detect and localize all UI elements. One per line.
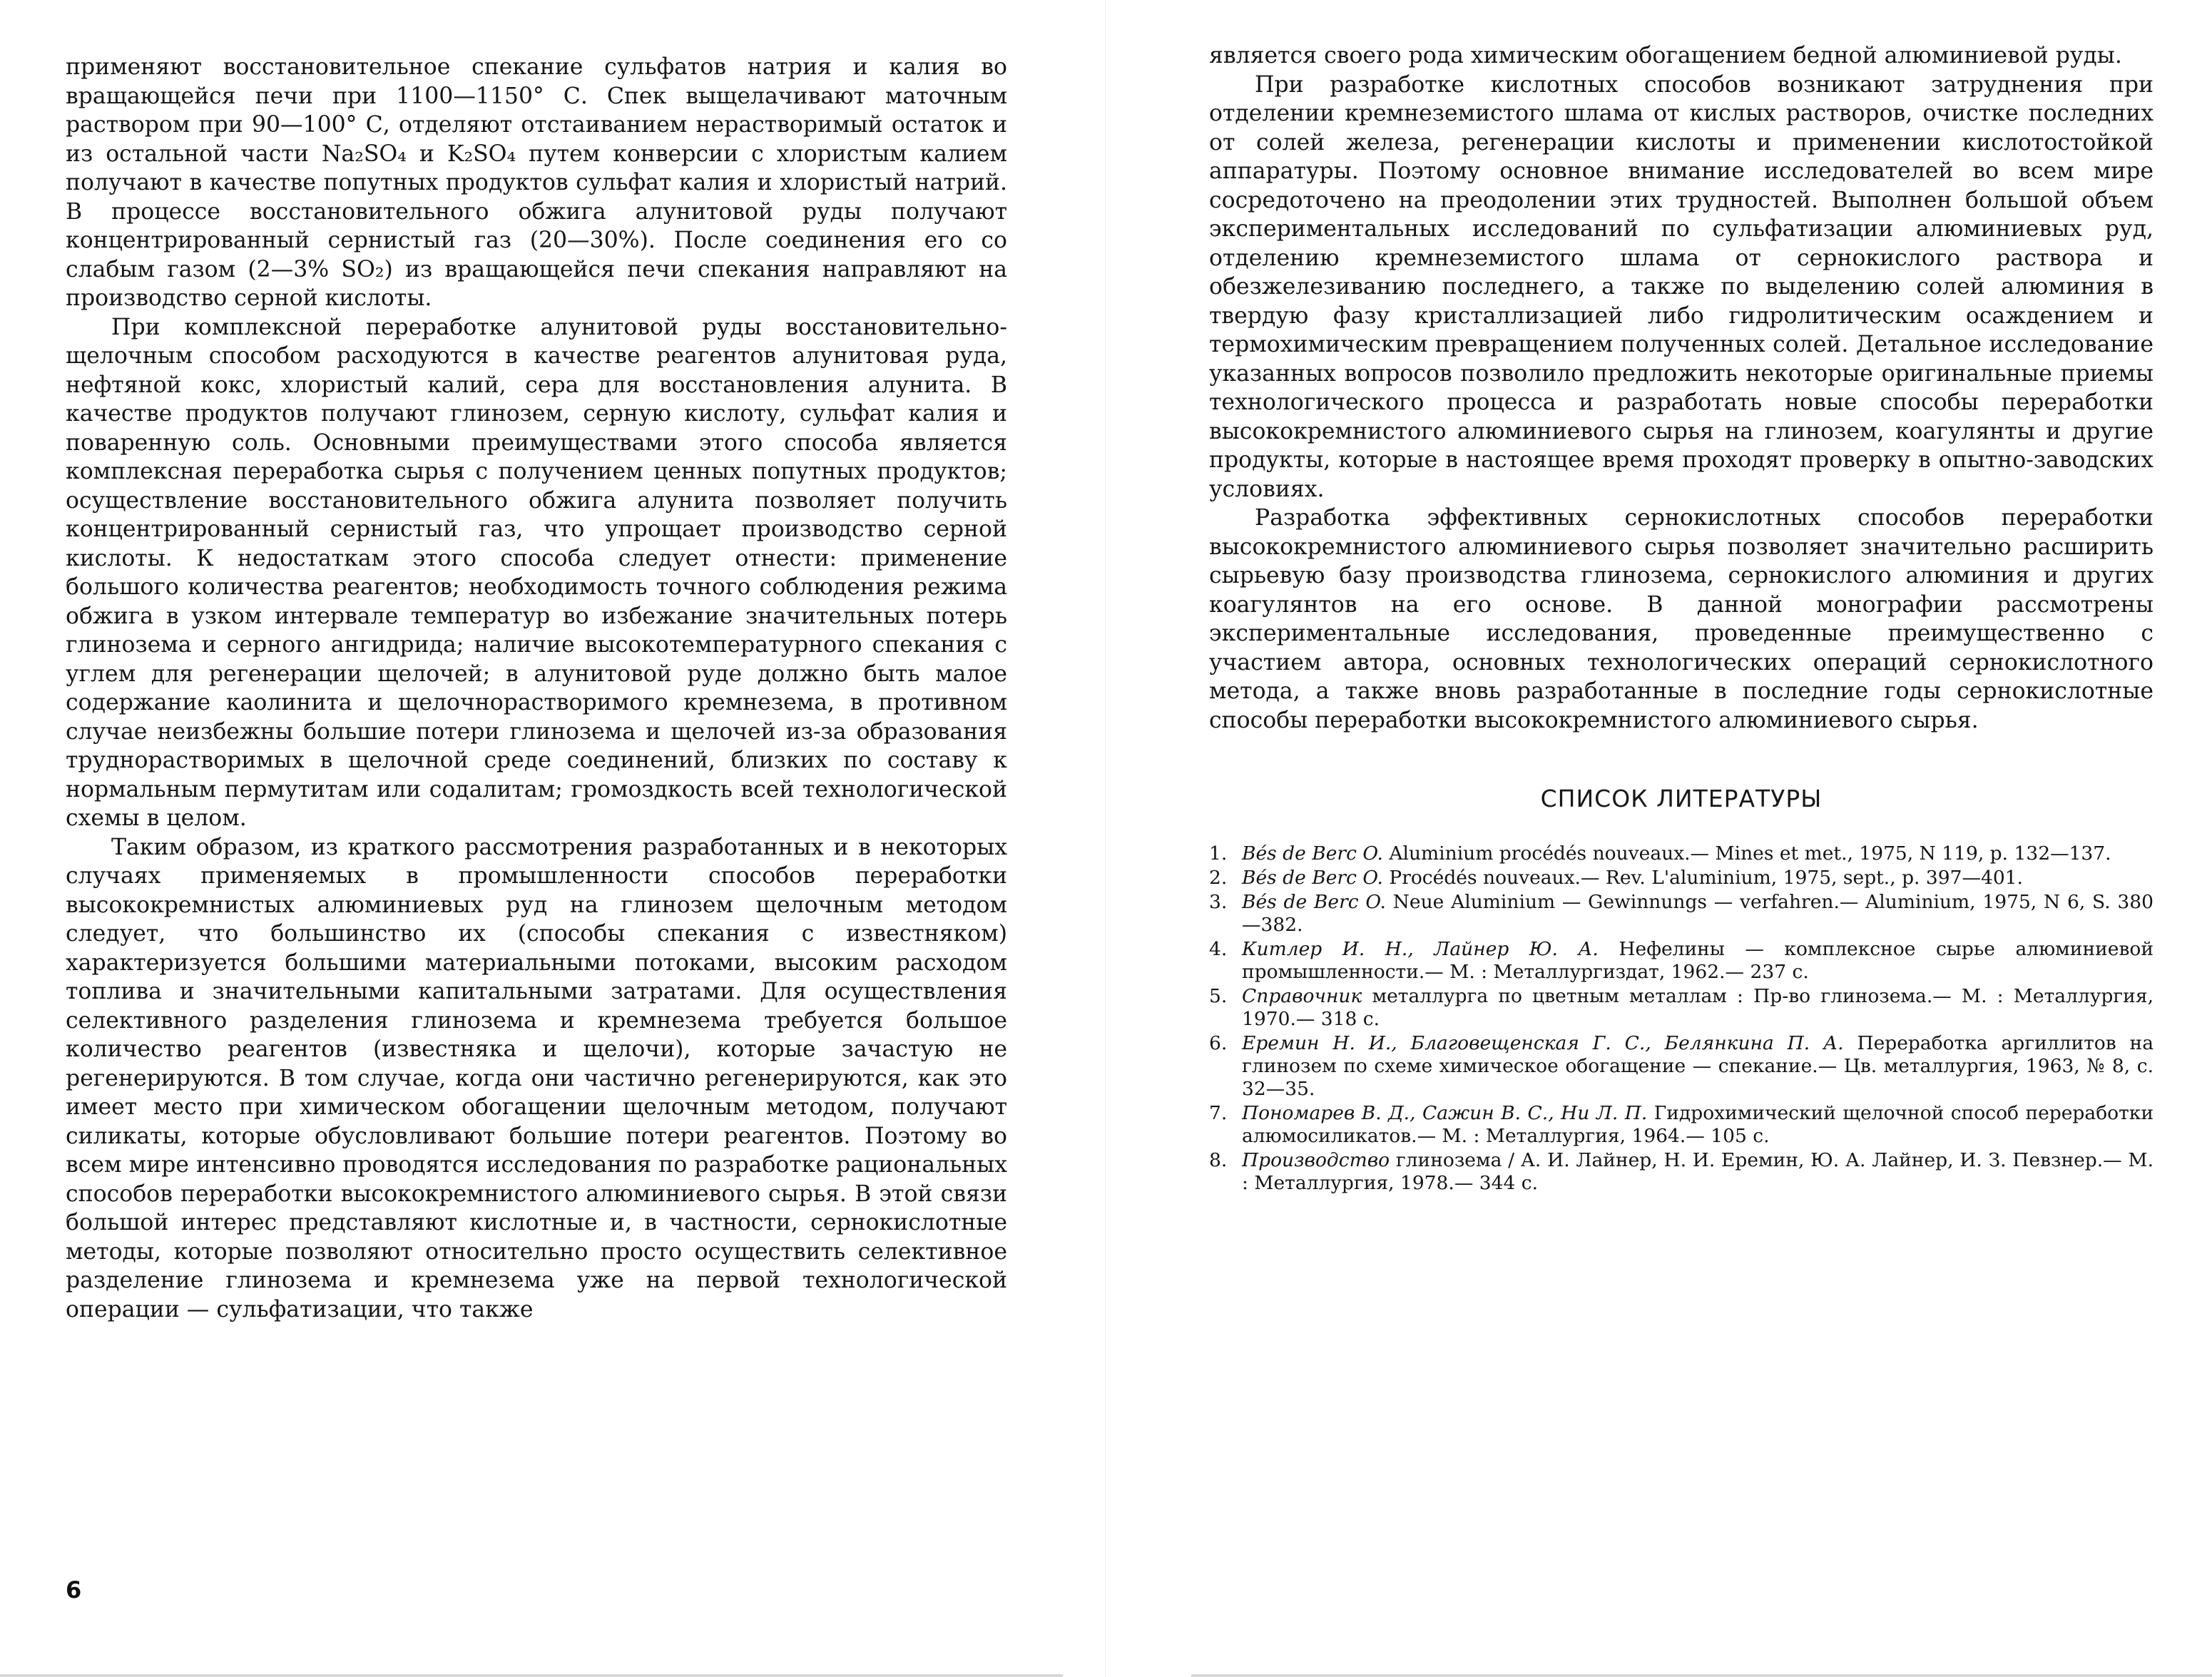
page-bottom-edge	[0, 1674, 1063, 1677]
ref-text: Гидрохимический щелочной способ переработки алюмосиликатов.— М. : Металлургия, 1964.— 105 с.	[1242, 1101, 2154, 1147]
ref-author: Bés de Berc O.	[1242, 866, 1390, 889]
ref-author: Справочник	[1242, 984, 1372, 1007]
paragraph: Таким образом, из краткого рассмотрения разработанных и в некоторых случаях применяемых в промышленности способов переработки высококремнистых алюминиевых руд на глинозем щелочным методом следует, что большинство их (способы спекания с известняком) характеризуется большими материальными потоками, высоким расходом топлива и значительными капитальными затратами. Для осуществления селективного разделения глинозема и кремнезема требуется большое количество реагентов (известняка и щелочи), которые зачастую не регенерируются. В том случае, когда они частично регенерируются, как это имеет место при химическом обогащении щелочным методом, получают силикаты, которые обусловливают большие потери реагентов. Поэтому во всем мире интенсивно проводятся исследования по разработке рациональных способов переработки высококремнистого алюминиевого сырья. В этой связи большой интерес представляют кислотные и, в частности, сернокислотные методы, которые позволяют относительно просто осуществить селективное разделение глинозема и кремнезема уже на первой технологической операции — сульфатизации, что также	[66, 834, 1007, 1322]
paragraph: При разработке кислотных способов возникают затруднения при отделении кремнеземистого шлама от кислых растворов, очистке последних от солей железа, регенерации кислоты и применении кислотостойкой аппаратуры. Поэтому основное внимание исследователей во всем мире сосредоточено на преодолении этих трудностей. Выполнен большой объем экспериментальных исследований по сульфатизации алюминиевых руд, отделению кремнеземистого шлама от сернокислого раствора и обезжелезиванию последнего, а также по выделению солей алюминия в твердую фазу кристаллизацией либо гидролитическим осаждением и термохимическим превращением полученных солей. Детальное исследование указанных вопросов позволило предложить некоторые оригинальные приемы технологического процесса и разработать новые способы переработки высококремнистого алюминиевого сырья на глинозем, коагулянты и другие продукты, которые в настоящее время проходят проверку в опытно-заводских условиях.	[1209, 71, 2154, 502]
paragraph: Разработка эффективных сернокислотных способов переработки высококремнистого алюминиевого сырья позволяет значительно расширить сырьевую базу производства глинозема, сернокислого алюминия и других коагулянтов на его основе. В данной монографии рассмотрены экспериментальные исследования, проведенные преимущественно с участием автора, основных технологических операций сернокислотного метода, а также вновь разработанные в последние годы сернокислотные способы переработки высококремнистого алюминиевого сырья.	[1209, 505, 2154, 733]
right-page	[1106, 0, 2212, 1677]
paragraph: является своего рода химическим обогащением бедной алюминиевой руды.	[1209, 43, 2122, 68]
bibliography-item	[1209, 842, 2154, 865]
ref-number: 1.	[1209, 842, 1228, 865]
page-number: 6	[66, 1576, 82, 1604]
ref-text: металлурга по цветным металлам : Пр-во глинозема.— М. : Металлургия, 1970.— 318 с.	[1242, 984, 2154, 1030]
ref-text: Procédés nouveaux.— Rev. L'aluminium, 1975, sept., p. 397—401.	[1389, 866, 2023, 889]
ref-number: 3.	[1209, 890, 1228, 913]
ref-author: Пономарев В. Д., Сажин В. С., Ни Л. П.	[1242, 1101, 1654, 1124]
right-page-text	[1209, 41, 2154, 1196]
bibliography-item	[1209, 867, 2154, 890]
ref-number: 8.	[1209, 1148, 1228, 1171]
ref-author: Производство	[1242, 1148, 1396, 1171]
ref-number: 4.	[1209, 937, 1228, 960]
page-bottom-edge	[1191, 1674, 2212, 1677]
bibliography-item	[1209, 985, 2154, 1031]
ref-text: Neue Aluminium — Gewinnungs — verfahren.— Aluminium, 1975, N 6, S. 380—382.	[1242, 890, 2154, 936]
bibliography-item	[1209, 938, 2154, 984]
ref-text: Aluminium procédés nouveaux.— Mines et met., 1975, N 119, p. 132—137.	[1389, 842, 2111, 865]
bibliography-item	[1209, 891, 2154, 937]
paragraph: При комплексной переработке алунитовой руды восстановительно-щелочным способом расходуются в качестве реагентов алунитовая руда, нефтяной кокс, хлористый калий, сера для восстановления алунита. В качестве продуктов получают глинозем, серную кислоту, сульфат калия и поваренную соль. Основными преимуществами этого способа является комплексная переработка сырья с получением ценных попутных продуктов; осуществление восстановительного обжига алунита позволяет получить концентрированный сернистый газ, что упрощает производство серной кислоты. К недостаткам этого способа следует отнести: применение большого количества реагентов; необходимость точного соблюдения режима обжига в узком интервале температур во избежание значительных потерь глинозема и серного ангидрида; наличие высокотемпературного спекания с углем для регенерации щелочей; в алунитовой руде должно быть малое содержание каолинита и щелочнорастворимого кремнезема, в противном случае неизбежны большие потери глинозема и щелочей из-за образования труднорастворимых в щелочной среде соединений, близких по составу к нормальным пермутитам или содалитам; громоздкость всей технологической схемы в целом.	[66, 314, 1007, 831]
ref-number: 6.	[1209, 1031, 1228, 1054]
ref-text: Нефелины — комплексное сырье алюминиевой промышленности.— М. : Металлургиздат, 1962.— 237 с.	[1242, 937, 2154, 983]
ref-text: Переработка аргиллитов на глинозем по схеме химическое обогащение — спекание.— Цв. металлургия, 1963, № 8, с. 32—35.	[1242, 1031, 2154, 1100]
bibliography-item	[1209, 1102, 2154, 1148]
bibliography-item	[1209, 1032, 2154, 1101]
ref-number: 2.	[1209, 866, 1228, 889]
bibliography-item	[1209, 1149, 2154, 1195]
ref-author: Bés de Berc O.	[1242, 890, 1393, 913]
ref-number: 7.	[1209, 1101, 1228, 1124]
bibliography-title: СПИСОК ЛИТЕРАТУРЫ	[1540, 785, 1823, 812]
bibliography-list	[1209, 842, 2154, 1195]
ref-author: Bés de Berc O.	[1242, 842, 1390, 865]
paragraph: применяют восстановительное спекание сульфатов натрия и калия во вращающейся печи при 1100—1150° С. Спек выщелачивают маточным раствором при 90—100° С, отделяют отстаиванием нерастворимый остаток и из остальной части Na₂SO₄ и K₂SO₄ путем конверсии с хлористым калием получают в качестве попутных продуктов сульфат калия и хлористый натрий. В процессе восстановительного обжига алунитовой руды получают концентрированный сернистый газ (20—30%). После соединения его со слабым газом (2—3% SO₂) из вращающейся печи спекания направляют на производство серной кислоты.	[66, 54, 1007, 311]
ref-author: Еремин Н. И., Благовещенская Г. С., Белянкина П. А.	[1242, 1031, 1857, 1054]
ref-number: 5.	[1209, 984, 1228, 1007]
left-page-text	[66, 53, 1007, 1324]
ref-text: глинозема / А. И. Лайнер, Н. И. Еремин, Ю. А. Лайнер, И. З. Певзнер.— М. : Металлургия, 1978.— 344 с.	[1242, 1148, 2154, 1194]
ref-author: Китлер И. Н., Лайнер Ю. А.	[1242, 937, 1619, 960]
